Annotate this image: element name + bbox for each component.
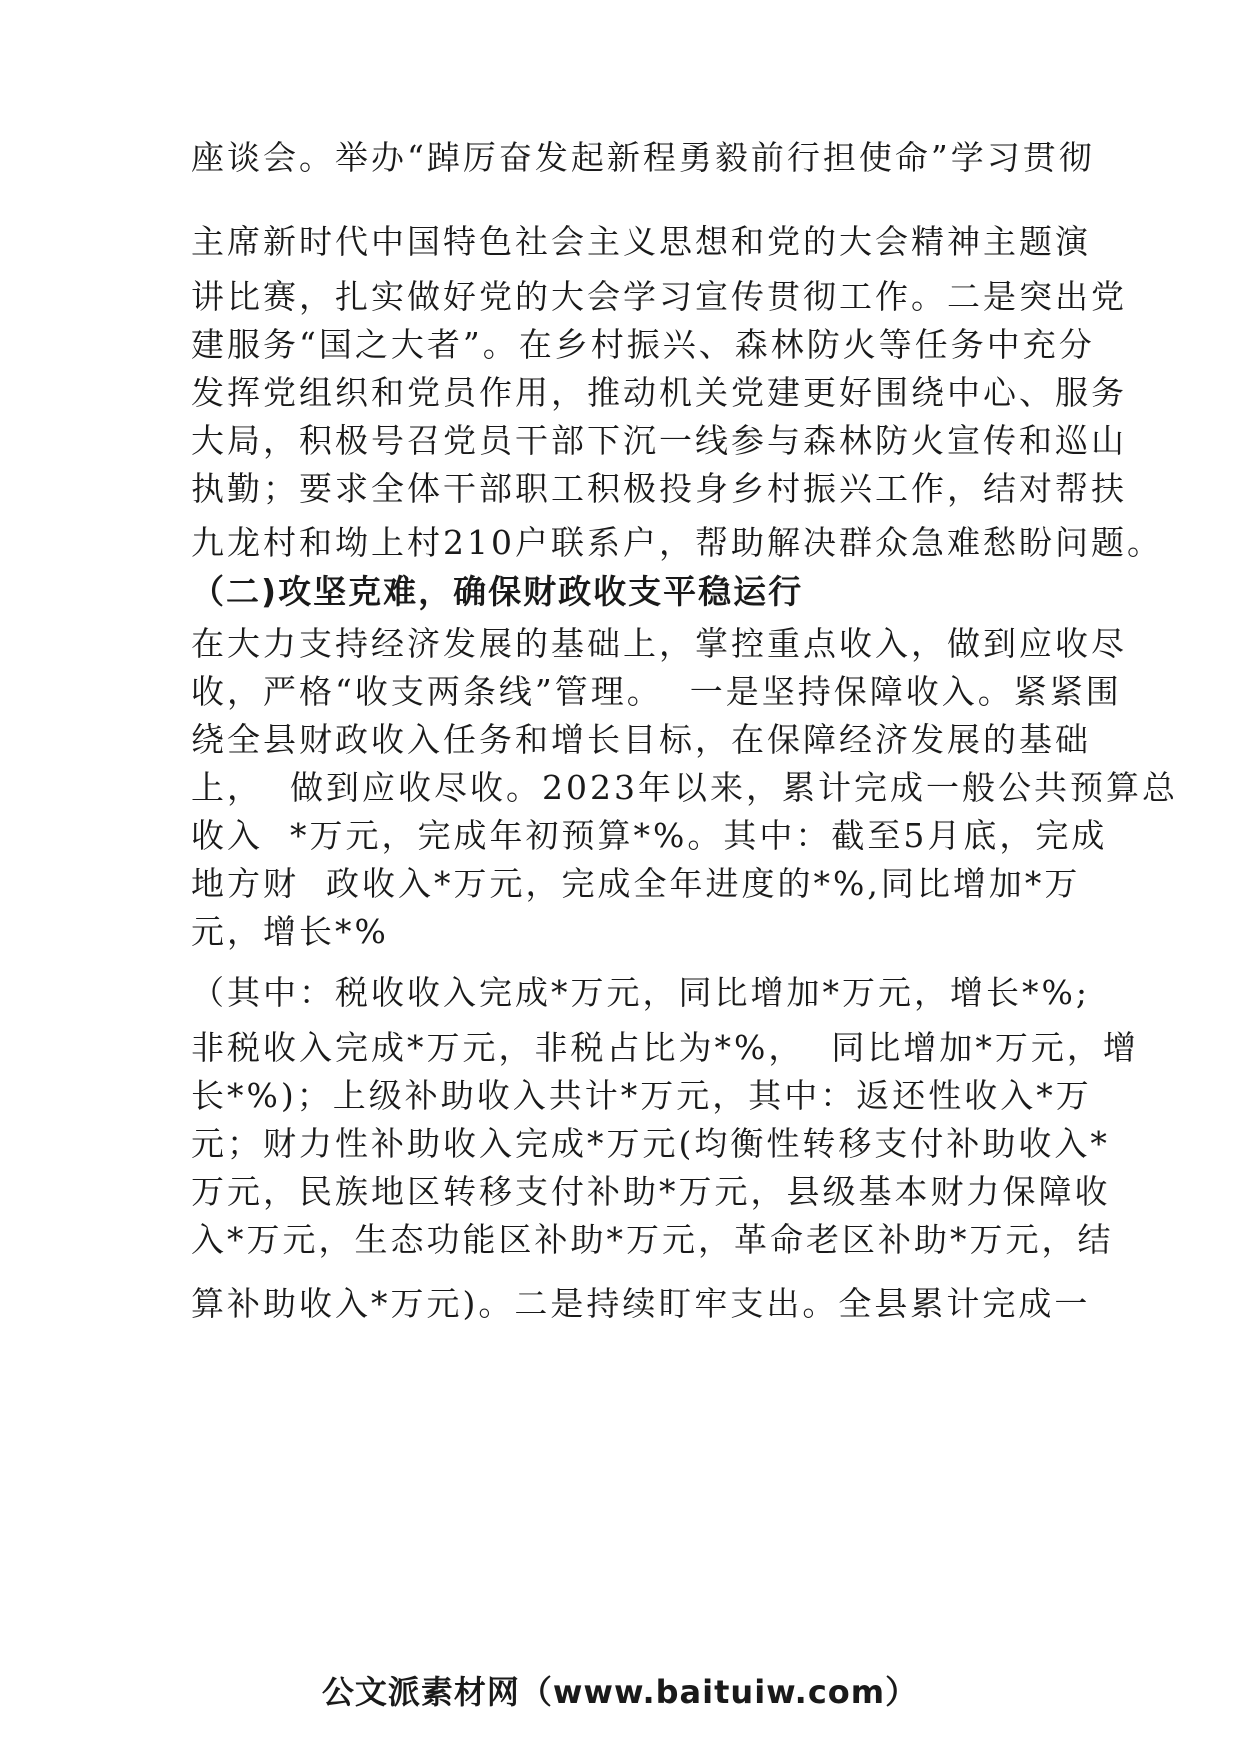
body-line-14: 收入 *万元，完成年初预算*%。其中：截至5月底，完成	[191, 816, 1108, 855]
body-line-12: 绕全县财政收入任务和增长目标，在保障经济发展的基础	[191, 720, 1091, 759]
body-line-15: 地方财 政收入*万元，完成全年进度的*%,同比增加*万	[191, 864, 1081, 903]
section-heading: （二)攻坚克难，确保财政收支平稳运行	[191, 572, 804, 611]
body-line-3: 讲比赛，扎实做好党的大会学习宣传贯彻工作。二是突出党	[191, 277, 1127, 316]
body-line-13: 上， 做到应收尽收。2023年以来，累计完成一般公共预算总	[191, 768, 1178, 807]
body-line-10: 在大力支持经济发展的基础上，掌控重点收入，做到应收尽	[191, 624, 1127, 663]
body-line-18: 非税收入完成*万元，非税占比为*%， 同比增加*万元，增	[191, 1028, 1139, 1067]
body-line-23: 算补助收入*万元)。二是持续盯牢支出。全县累计完成一	[191, 1284, 1091, 1323]
body-line-19: 长*%)；上级补助收入共计*万元，其中：返还性收入*万	[191, 1076, 1092, 1115]
body-line-2: 主席新时代中国特色社会主义思想和党的大会精神主题演	[191, 222, 1091, 261]
body-line-6: 大局，积极号召党员干部下沉一线参与森林防火宣传和巡山	[191, 421, 1127, 460]
footer-watermark: 公文派素材网（www.baituiw.com）	[321, 1673, 919, 1711]
body-line-7: 执勤；要求全体干部职工积极投身乡村振兴工作，结对帮扶	[191, 469, 1127, 508]
body-line-5: 发挥党组织和党员作用，推动机关党建更好围绕中心、服务	[191, 373, 1127, 412]
body-line-20: 元；财力性补助收入完成*万元(均衡性转移支付补助收入*	[191, 1124, 1110, 1163]
body-line-17: （其中：税收收入完成*万元，同比增加*万元，增长*%;	[191, 973, 1090, 1012]
body-line-22: 入*万元，生态功能区补助*万元，革命老区补助*万元，结	[191, 1220, 1114, 1259]
body-line-16: 元，增长*%	[191, 912, 389, 951]
body-line-21: 万元，民族地区转移支付补助*万元，县级基本财力保障收	[191, 1172, 1111, 1211]
body-line-4: 建服务“国之大者”。在乡村振兴、森林防火等任务中充分	[191, 325, 1095, 364]
body-line-11: 收，严格“收支两条线”管理。 一是坚持保障收入。紧紧围	[191, 672, 1122, 711]
body-line-8: 九龙村和坳上村210户联系户，帮助解决群众急难愁盼问题。	[191, 523, 1163, 562]
body-line-1: 座谈会。举办“踔厉奋发起新程勇毅前行担使命”学习贯彻	[191, 138, 1095, 177]
